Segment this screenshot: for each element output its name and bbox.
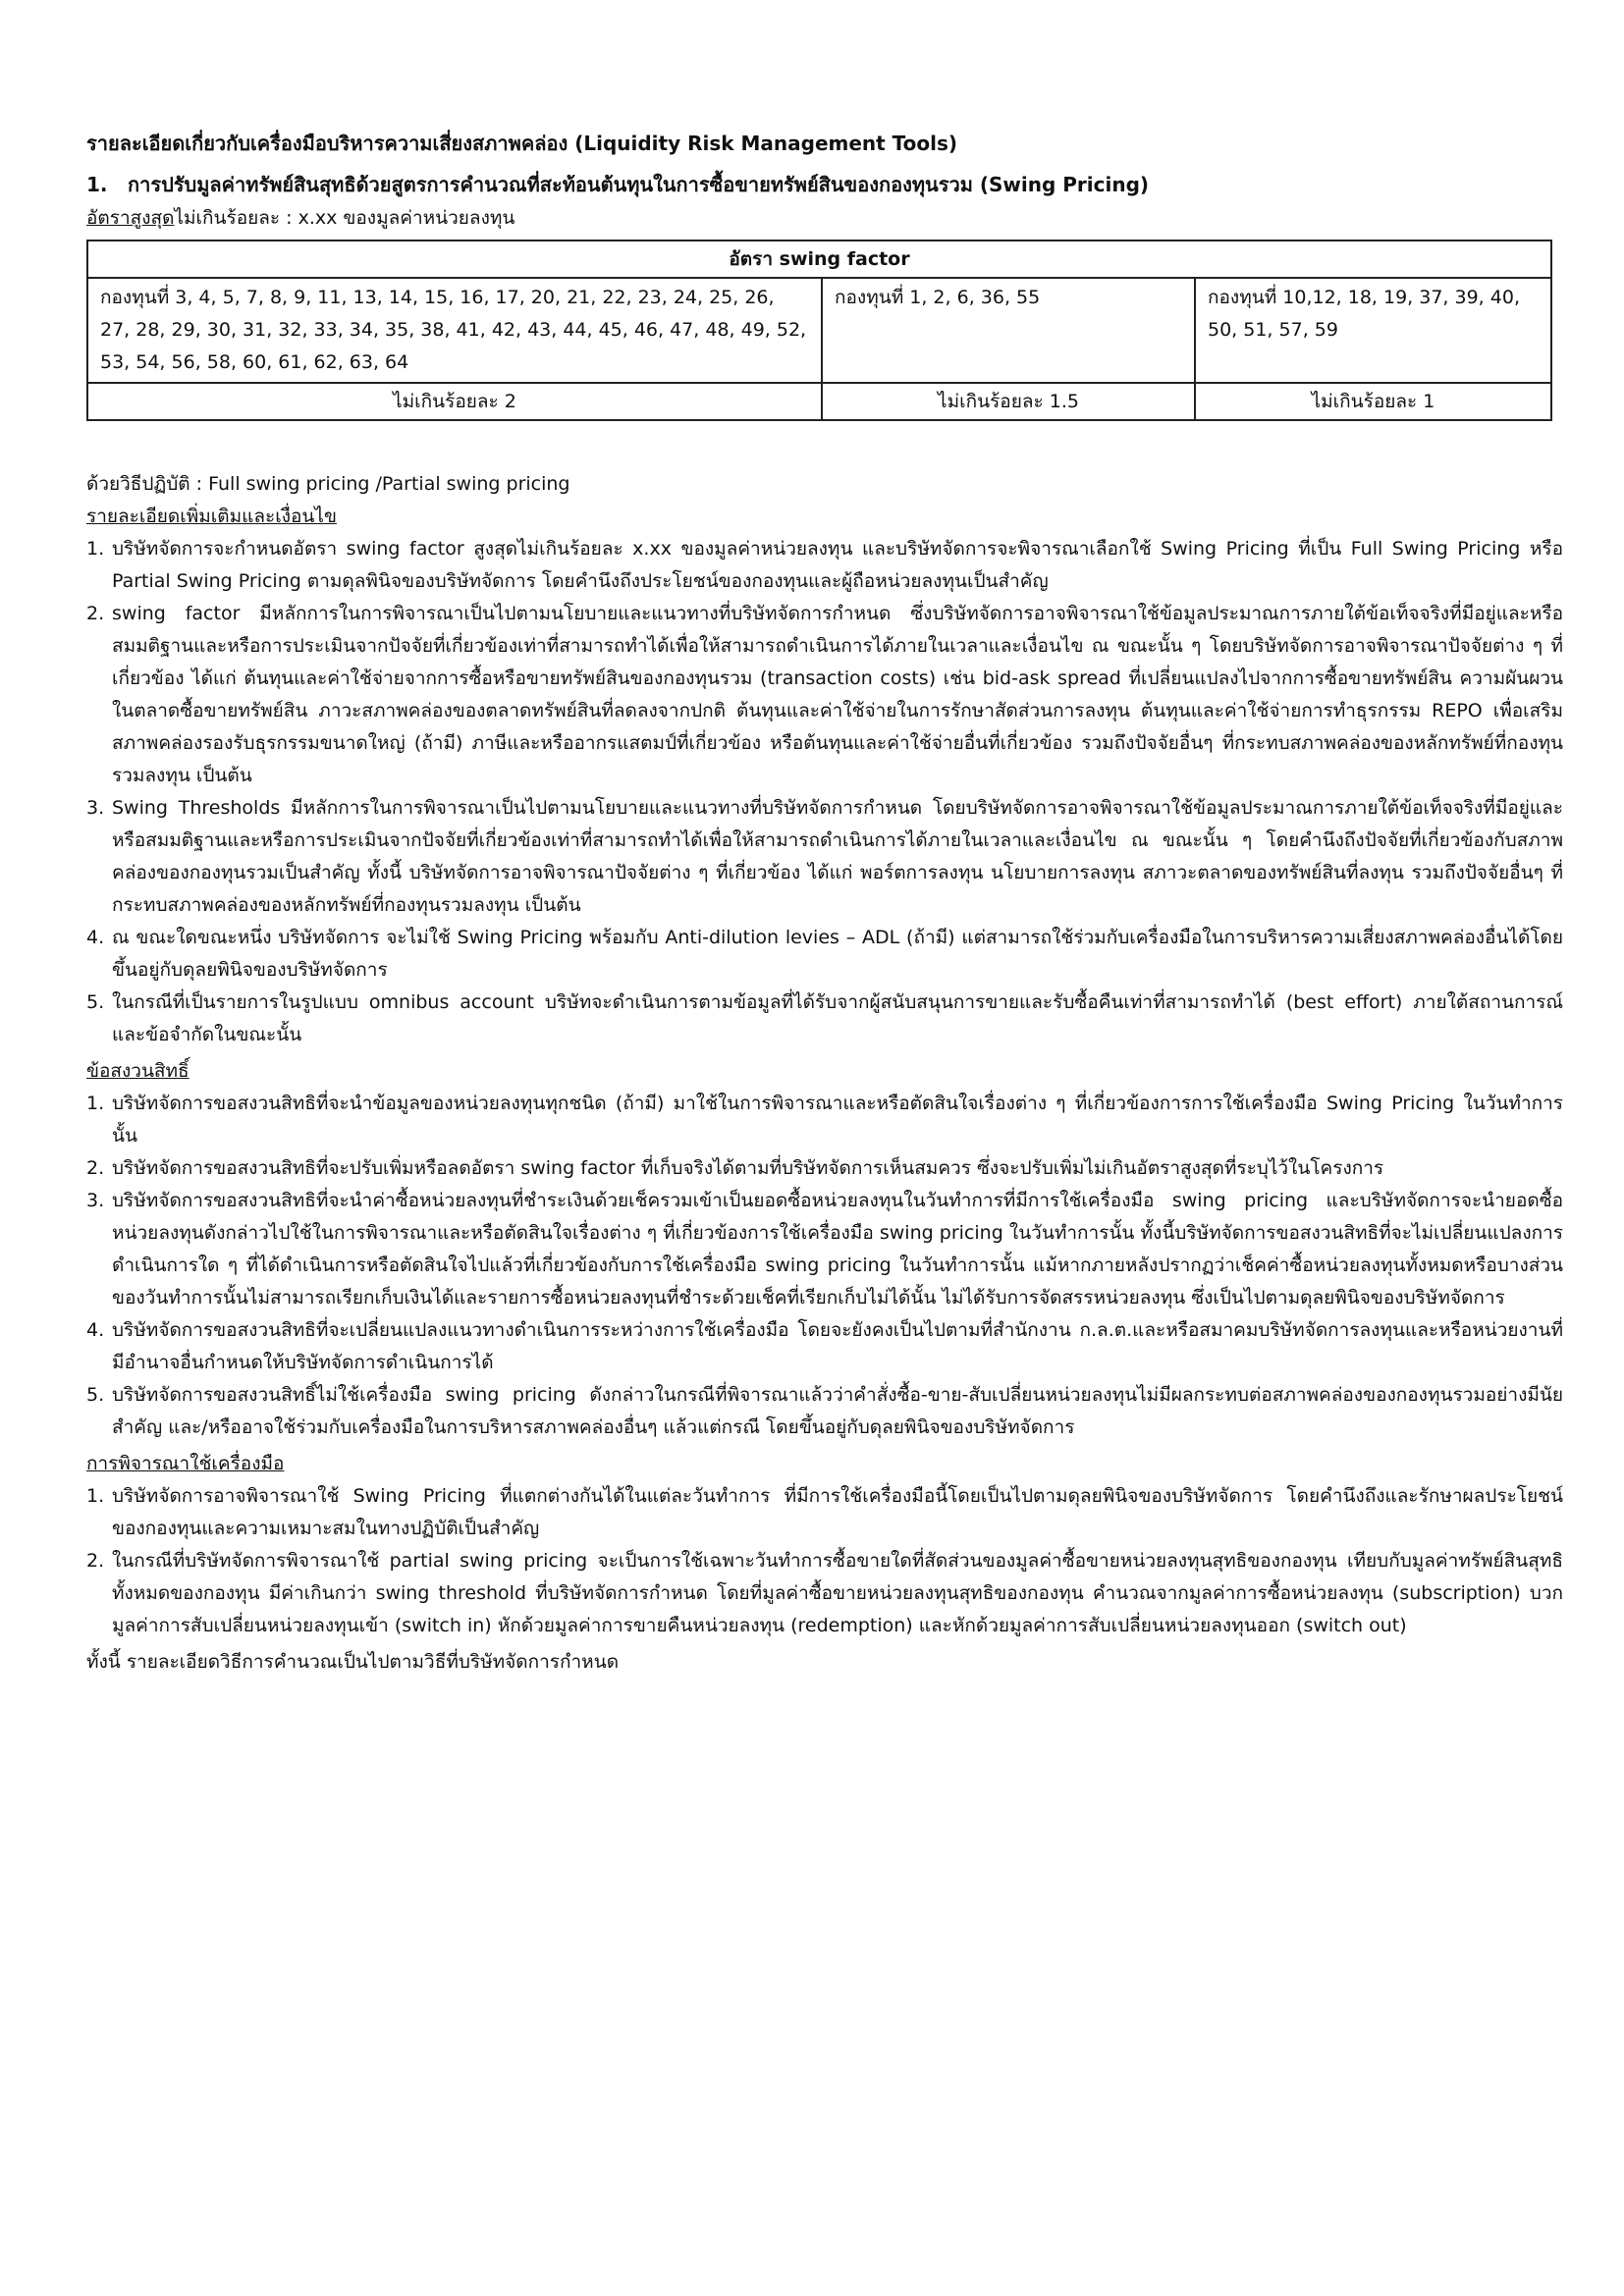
fund-group-1: กองทุนที่ 3, 4, 5, 7, 8, 9, 11, 13, 14, 15, 16, 17, 20, 21, 22, 23, 24, 25, 26, 27, 28, 29, 30, 31, 32, 33, 34, 35, 38, 41, 42, 43, 44, 45, 46, 47, 48, 49, 52, 53, 54, 56, 58, 60, 61, 62, 63, 64 — [87, 278, 822, 383]
list-item — [86, 792, 1563, 922]
swing-factor-header: อัตรา swing factor — [87, 240, 1551, 278]
consideration-list — [86, 1480, 1563, 1642]
item-number: 1. — [86, 1485, 105, 1507]
list-item — [86, 1480, 1563, 1545]
list-item — [86, 1379, 1563, 1444]
item-text: บริษัทจัดการขอสงวนสิทธิที่จะนำข้อมูลของหน่วยลงทุนทุกชนิด (ถ้ามี) มาใช้ในการพิจารณาและหรือตัดสินใจเรื่องต่าง ๆ ที่เกี่ยวข้องการการใช้เครื่องมือ Swing Pricing ในวันทำการนั้น — [112, 1093, 1563, 1147]
max-rate-line — [86, 204, 1563, 232]
item-number: 2. — [86, 603, 105, 624]
item-text: swing factor มีหลักการในการพิจารณาเป็นไปตามนโยบายและแนวทางที่บริษัทจัดการกำหนด ซึ่งบริษัทจัดการอาจพิจารณาใช้ข้อมูลประมาณการภายใต้ข้อเท็จจริงที่มีอยู่และหรือสมมติฐานและหรือการประเมินจากปัจจัยที่เกี่ยวข้องเท่าที่สามารถทำได้เพื่อให้สามารถดำเนินการได้ภายในเวลาและเงื่อนไข ณ ขณะนั้น ๆ โดยบริษัทจัดการอาจพิจารณาปัจจัยต่าง ๆ ที่เกี่ยวข้อง ได้แก่ ต้นทุนและค่าใช้จ่ายจากการซื้อหรือขายทรัพย์สินของกองทุนรวม (transaction costs) เช่น bid-ask spread ที่เปลี่ยนแปลงไปจากการซื้อขายทรัพย์สิน ความผันผวนในตลาดซื้อขายทรัพย์สิน ภาวะสภาพคล่องของตลาดทรัพย์สินที่ลดลงจากปกติ ต้นทุนและค่าใช้จ่ายในการรักษาสัดส่วนการลงทุน ต้นทุนและค่าใช้จ่ายการทำธุรกรรม REPO เพื่อเสริมสภาพคล่องรองรับธุรกรรมขนาดใหญ่ (ถ้ามี) ภาษีและหรืออากรแสตมป์ที่เกี่ยวข้อง หรือต้นทุนและค่าใช้จ่ายอื่นที่เกี่ยวข้อง รวมถึงปัจจัยอื่นๆ ที่กระทบสภาพคล่องของหลักทรัพย์ที่กองทุนรวมลงทุน เป็นต้น — [112, 603, 1563, 786]
table-header-row — [87, 240, 1551, 278]
reservations-heading: ข้อสงวนสิทธิ์ — [86, 1060, 189, 1082]
list-item — [86, 1152, 1563, 1185]
max-rate-label: อัตราสูงสุด — [86, 207, 175, 229]
section-heading — [86, 171, 1563, 198]
reservations-list — [86, 1088, 1563, 1444]
list-item — [86, 1088, 1563, 1152]
item-number: 4. — [86, 1319, 105, 1341]
item-text: บริษัทจัดการอาจพิจารณาใช้ Swing Pricing ที่แตกต่างกันได้ในแต่ละวันทำการ ที่มีการใช้เครื่องมือนี้โดยเป็นไปตามดุลยพินิจของบริษัทจัดการ โดยคำนึงถึงและรักษาผลประโยชน์ของกองทุนและความเหมาะสมในทางปฏิบัติเป็นสำคัญ — [112, 1485, 1563, 1539]
details-list — [86, 533, 1563, 1051]
consideration-heading: การพิจารณาใช้เครื่องมือ — [86, 1453, 285, 1474]
item-number: 1. — [86, 538, 105, 560]
item-number: 4. — [86, 927, 105, 948]
document-title: รายละเอียดเกี่ยวกับเครื่องมือบริหารความเสี่ยงสภาพคล่อง (Liquidity Risk Management Tools) — [86, 132, 958, 155]
item-text: บริษัทจัดการขอสงวนสิทธิที่จะเปลี่ยนแปลงแนวทางดำเนินการระหว่างการใช้เครื่องมือ โดยจะยังคงเป็นไปตามที่สำนักงาน ก.ล.ต.และหรือสมาคมบริษัทจัดการลงทุนและหรือหน่วยงานที่มีอำนาจอื่นกำหนดให้บริษัทจัดการดำเนินการได้ — [112, 1319, 1563, 1373]
item-number: 2. — [86, 1157, 105, 1179]
list-item — [86, 987, 1563, 1051]
max-rate-text: ไม่เกินร้อยละ : x.xx ของมูลค่าหน่วยลงทุน — [174, 207, 515, 229]
item-text: บริษัทจัดการขอสงวนสิทธิที่จะนำค่าซื้อหน่วยลงทุนที่ชำระเงินด้วยเช็ครวมเข้าเป็นยอดซื้อหน่วยลงทุนในวันทำการที่มีการใช้เครื่องมือ swing pricing และบริษัทจัดการจะนำยอดซื้อหน่วยลงทุนดังกล่าวไปใช้ในการพิจารณาและหรือตัดสินใจเรื่องต่าง ๆ ที่เกี่ยวข้องการใช้เครื่องมือ swing pricing ในวันทำการนั้น ทั้งนี้บริษัทจัดการขอสงวนสิทธิที่จะไม่เปลี่ยนแปลงการดำเนินการใด ๆ ที่ได้ดำเนินการหรือตัดสินใจไปแล้วที่เกี่ยวข้องกับการใช้เครื่องมือ swing pricing ในวันทำการนั้น แม้หากภายหลังปรากฏว่าเช็คค่าซื้อหน่วยลงทุนทั้งหมดหรือบางส่วนของวันทำการนั้นไม่สามารถเรียกเก็บเงินได้และรายการซื้อหน่วยลงทุนที่ชำระด้วยเช็คที่เรียกเก็บไม่ได้นั้น ไม่ได้รับการจัดสรรหน่วยลงทุน ซึ่งเป็นไปตามดุลยพินิจของบริษัทจัดการ — [112, 1190, 1563, 1308]
fund-group-2: กองทุนที่ 1, 2, 6, 36, 55 — [822, 278, 1195, 383]
limit-group-1: ไม่เกินร้อยละ 2 — [87, 383, 822, 420]
table-limit-row — [87, 383, 1551, 420]
item-text: ในกรณีที่บริษัทจัดการพิจารณาใช้ partial swing pricing จะเป็นการใช้เฉพาะวันทำการซื้อขายใดที่สัดส่วนของมูลค่าซื้อขายหน่วยลงทุนสุทธิของกองทุน เทียบกับมูลค่าทรัพย์สินสุทธิทั้งหมดของกองทุน มีค่าเกินกว่า swing threshold ที่บริษัทจัดการกำหนด โดยที่มูลค่าซื้อขายหน่วยลงทุนสุทธิของกองทุน คำนวณจากมูลค่าการซื้อหน่วยลงทุน (subscription) บวกมูลค่าการสับเปลี่ยนหน่วยลงทุนเข้า (switch in) หักด้วยมูลค่าการขายคืนหน่วยลงทุน (redemption) และหักด้วยมูลค่าการสับเปลี่ยนหน่วยลงทุนออก (switch out) — [112, 1550, 1563, 1636]
item-number: 1. — [86, 1093, 105, 1114]
limit-group-2: ไม่เกินร้อยละ 1.5 — [822, 383, 1195, 420]
item-number: 5. — [86, 991, 105, 1013]
section-number: 1. — [86, 173, 108, 196]
item-number: 3. — [86, 797, 105, 819]
item-text: ณ ขณะใดขณะหนึ่ง บริษัทจัดการ จะไม่ใช้ Swing Pricing พร้อมกับ Anti-dilution levies – ADL (ถ้ามี) แต่สามารถใช้ร่วมกับเครื่องมือในการบริหารความเสี่ยงสภาพคล่องอื่นได้โดยขึ้นอยู่กับดุลยพินิจของบริษัทจัดการ — [112, 927, 1563, 981]
item-text: บริษัทจัดการขอสงวนสิทธิที่จะปรับเพิ่มหรือลดอัตรา swing factor ที่เก็บจริงได้ตามที่บริษัทจัดการเห็นสมควร ซึ่งจะปรับเพิ่มไม่เกินอัตราสูงสุดที่ระบุไว้ในโครงการ — [112, 1157, 1384, 1179]
fund-group-3: กองทุนที่ 10,12, 18, 19, 37, 39, 40, 50, 51, 57, 59 — [1195, 278, 1551, 383]
list-item — [86, 922, 1563, 987]
section-title: การปรับมูลค่าทรัพย์สินสุทธิด้วยสูตรการคำนวณที่สะท้อนต้นทุนในการซื้อขายทรัพย์สินของกองทุนรวม (Swing Pricing) — [128, 173, 1150, 196]
details-heading: รายละเอียดเพิ่มเติมและเงื่อนไข — [86, 506, 337, 527]
list-item — [86, 1314, 1563, 1379]
limit-group-3: ไม่เกินร้อยละ 1 — [1195, 383, 1551, 420]
item-text: ในกรณีที่เป็นรายการในรูปแบบ omnibus account บริษัทจะดำเนินการตามข้อมูลที่ได้รับจากผู้สนับสนุนการขายและรับซื้อคืนเท่าที่สามารถทำได้ (best effort) ภายใต้สถานการณ์และข้อจำกัดในขณะนั้น — [112, 991, 1563, 1045]
item-text: Swing Thresholds มีหลักการในการพิจารณาเป็นไปตามนโยบายและแนวทางที่บริษัทจัดการกำหนด โดยบริษัทจัดการอาจพิจารณาใช้ข้อมูลประมาณการภายใต้ข้อเท็จจริงที่มีอยู่และหรือสมมติฐานและหรือการประเมินจากปัจจัยที่เกี่ยวข้องเท่าที่สามารถทำได้เพื่อให้สามารถดำเนินการได้ภายในเวลาและเงื่อนไข ณ ขณะนั้น ๆ โดยคำนึงถึงปัจจัยที่เกี่ยวข้องกับสภาพคล่องของกองทุนรวมเป็นสำคัญ ทั้งนี้ บริษัทจัดการอาจพิจารณาปัจจัยต่าง ๆ ที่เกี่ยวข้อง ได้แก่ พอร์ตการลงทุน นโยบายการลงทุน สภาวะตลาดของทรัพย์สินที่ลงทุน รวมถึงปัจจัยอื่นๆ ที่กระทบสภาพคล่องของหลักทรัพย์ที่กองทุนรวมลงทุน เป็นต้น — [112, 797, 1563, 916]
list-item — [86, 598, 1563, 792]
item-number: 5. — [86, 1384, 105, 1406]
item-number: 3. — [86, 1190, 105, 1211]
list-item — [86, 1545, 1563, 1642]
list-item — [86, 533, 1563, 598]
swing-factor-table — [86, 240, 1552, 421]
item-text: บริษัทจัดการขอสงวนสิทธิ์ไม่ใช้เครื่องมือ swing pricing ดังกล่าวในกรณีที่พิจารณาแล้วว่าคำสั่งซื้อ-ขาย-สับเปลี่ยนหน่วยลงทุนไม่มีผลกระทบต่อสภาพคล่องของกองทุนรวมอย่างมีนัยสำคัญ และ/หรืออาจใช้ร่วมกับเครื่องมือในการบริหารสภาพคล่องอื่นๆ แล้วแต่กรณี โดยขึ้นอยู่กับดุลยพินิจของบริษัทจัดการ — [112, 1384, 1563, 1438]
method-line: ด้วยวิธีปฏิบัติ : Full swing pricing /Partial swing pricing — [86, 473, 570, 495]
item-text: บริษัทจัดการจะกำหนดอัตรา swing factor สูงสุดไม่เกินร้อยละ x.xx ของมูลค่าหน่วยลงทุน และบริษัทจัดการจะพิจารณาเลือกใช้ Swing Pricing ที่เป็น Full Swing Pricing หรือ Partial Swing Pricing ตามดุลพินิจของบริษัทจัดการ โดยคำนึงถึงประโยชน์ของกองทุนและผู้ถือหน่วยลงทุนเป็นสำคัญ — [112, 538, 1563, 592]
list-item — [86, 1185, 1563, 1314]
closing-note: ทั้งนี้ รายละเอียดวิธีการคำนวณเป็นไปตามวิธีที่บริษัทจัดการกำหนด — [86, 1651, 620, 1673]
table-funds-row — [87, 278, 1551, 383]
item-number: 2. — [86, 1550, 105, 1572]
